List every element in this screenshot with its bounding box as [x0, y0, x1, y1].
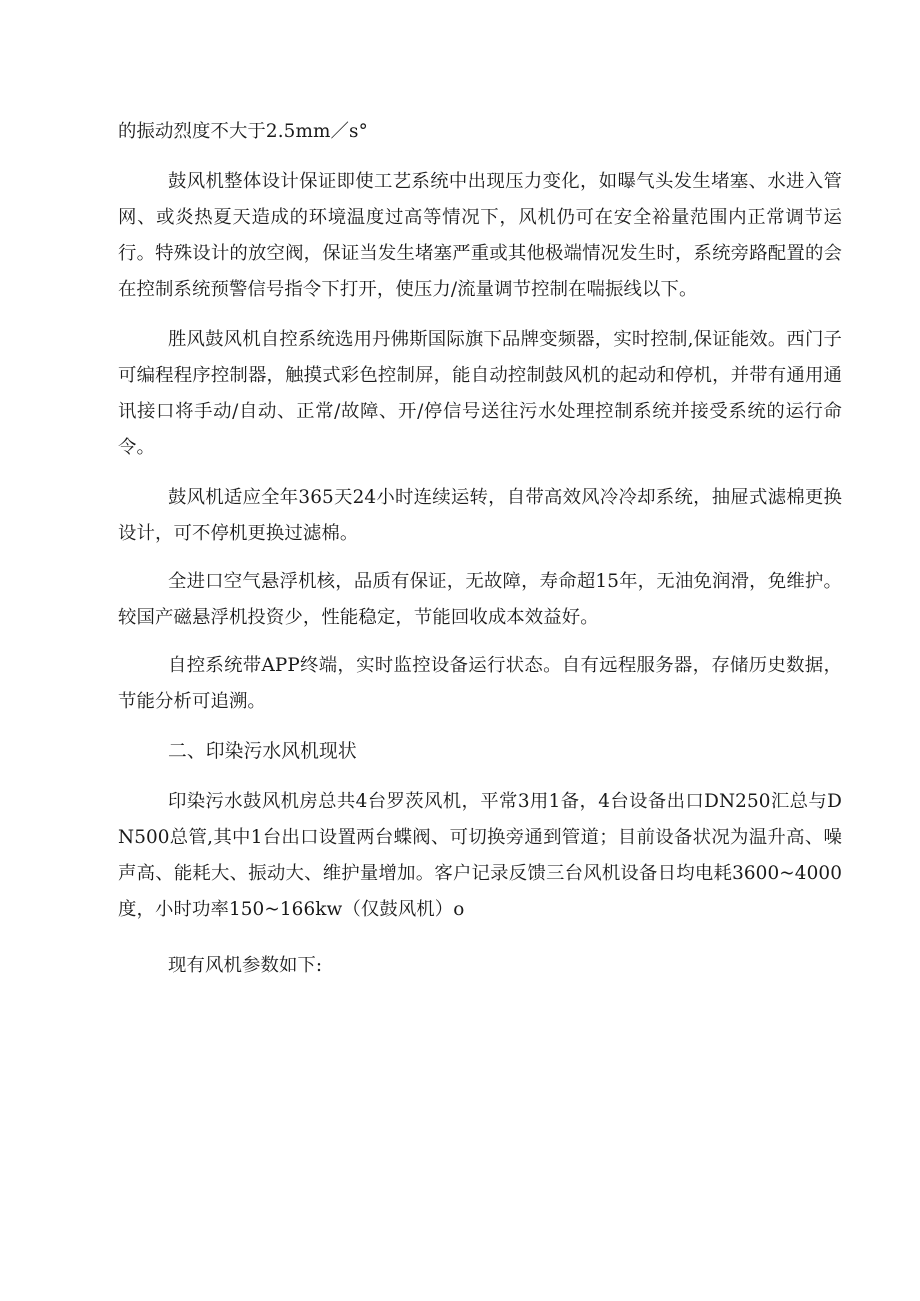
- paragraph-air-bearing-core: 全进口空气悬浮机核，品质有保证，无故障，寿命超15年，无油免润滑，免维护。较国产磁悬浮机投资少，性能稳定，节能回收成本效益好。: [118, 571, 842, 628]
- paragraph-app-terminal: 自控系统带APP终端，实时监控设备运行状态。自有远程服务器，存储历史数据，节能分析可追溯。: [118, 655, 842, 712]
- document-body: [118, 114, 842, 984]
- paragraph-control-system: 胜风鼓风机自控系统选用丹佛斯国际旗下品牌变频器，实时控制,保证能效。西门子可编程程序控制器，触摸式彩色控制屏，能自动控制鼓风机的起动和停机，并带有通用通讯接口将手动/自动、正常/故障、开/停信号送往污水处理控制系统并接受系统的运行命令。: [118, 329, 842, 458]
- paragraph-pressure-design: 鼓风机整体设计保证即使工艺系统中出现压力变化，如曝气头发生堵塞、水进入管网、或炎热夏天造成的环境温度过高等情况下，风机仍可在安全裕量范围内正常调节运行。特殊设计的放空阀，保证当发生堵塞严重或其他极端情况发生时，系统旁路配置的会在控制系统预警信号指令下打开，使压力/流量调节控制在喘振线以下。: [118, 171, 842, 300]
- paragraph-parameters-intro: 现有风机参数如下:: [168, 955, 323, 976]
- section-heading-current-status: 二、印染污水风机现状: [168, 741, 357, 762]
- paragraph-vibration-limit: 的振动烈度不大于2.5mm／s°: [118, 121, 368, 142]
- paragraph-continuous-operation: 鼓风机适应全年365天24小时连续运转，自带高效风冷冷却系统，抽屉式滤棉更换设计，可不停机更换过滤棉。: [118, 487, 842, 544]
- paragraph-current-status: 印染污水鼓风机房总共4台罗茨风机，平常3用1备，4台设备出口DN250汇总与DN500总管,其中1台出口设置两台蝶阀、可切换旁通到管道；目前设备状况为温升高、噪声高、能耗大、振动大、维护量增加。客户记录反馈三台风机设备日均电耗3600~4000度，小时功率150~166kw（仅鼓风机）o: [118, 791, 842, 920]
